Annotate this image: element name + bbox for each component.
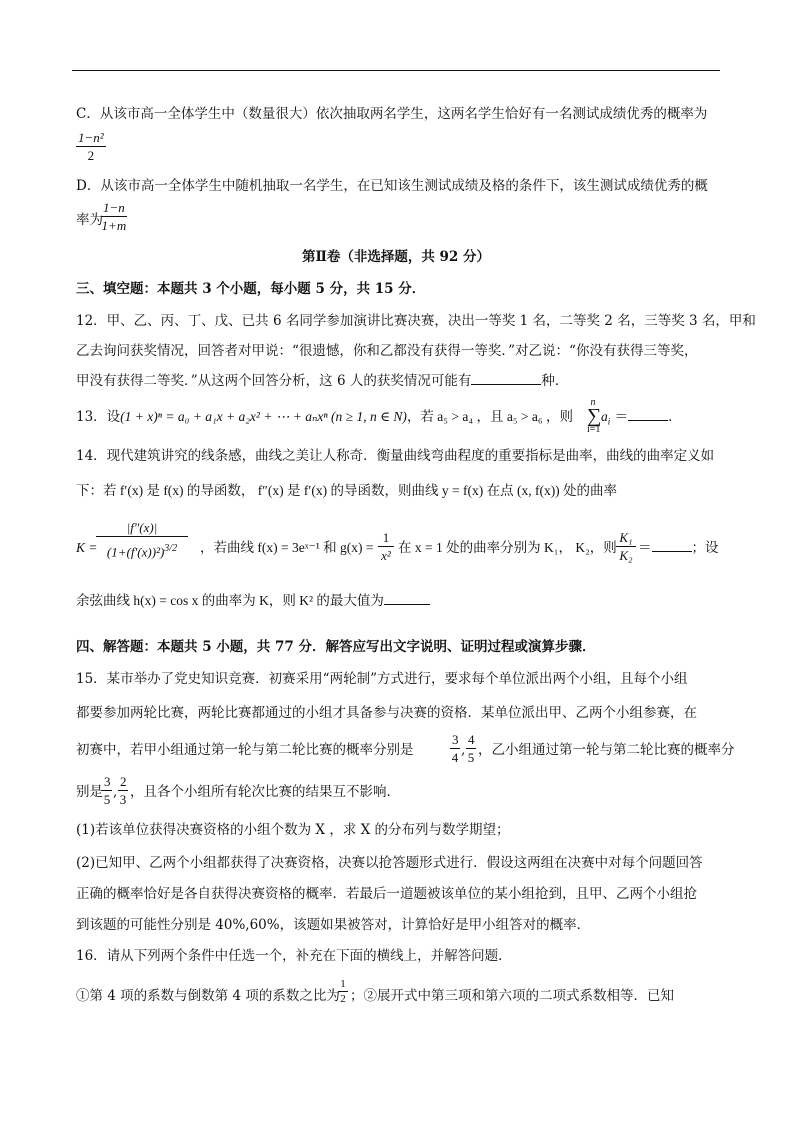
q15-part2-line3: 到该题的可能性分别是 40%,60%，该题如果被答对，计算恰好是甲小组答对的概率． [76, 917, 591, 933]
header-rule [72, 70, 720, 71]
exam-page: C．从该市高一全体学生中（数量很大）依次抽取两名学生，这两名学生恰好有一名测试成绩优秀的概率为 $\frac{\text{1−n²}}{2}$ D．从该市高一全体学生中随机抽取一名学生，在已知该生测试成绩及格的条件下，该生测试成绩优秀的概 率为 $\frac{1-n}{1+m}$ 第Ⅱ卷（非选择题，共 92 分） 三、填空题：本题共 3 个小题，每小题 5 分，共 15 分． 12．甲、乙、丙、丁、戊、已共 6 名同学参加演讲比赛决赛，决出一等奖 1 名，二等奖 2 名，三等奖 3 名，甲和 乙去询问获奖情况，回答者对甲说：“很遗憾，你和乙都没有获得一等奖．”对乙说：“你没有获得三等奖， 甲没有获得二等奖．”从这两个回答分析，这 6 人的获奖情况可能有 种． 13．设(1 + x)ⁿ = a₀ + a₁x + a₂x² + ⋯ + aₙxⁿ (n ≥ 1, n ∈ N)，若 a₅ > a₄ ，且 a₅ > a₆ ，则 n ∑ i=1 $a_i$ ＝ ． 14．现代建筑讲究的线条感，曲线之美让人称奇．衡量曲线弯曲程度的重要指标是曲率，曲线的曲率定义如 下：若 f′(x) 是 f(x) 的导函数， f″(x) 是 f′(x) 的导函数，则曲线 y = f(x) 在点 (x, f(x)) 处的曲率 K = $\frac{|f''(x)|}{(1+(f'(x))^2)^{3/2}}$ ，若曲线 f(x) = 3eˣ⁻¹ 和 g(x) = $\frac{1}{\text{x²}}$ 在 x = 1 处的曲率分别为 K₁， K₂，则 $\frac{\text{K₁}}{\text{K₂}}$ ＝ ；设 余弦曲线 h(x) = cos x 的曲率为 K，则 K² 的最大值为 四、解答题：本题共 5 小题，共 77 分．解答应写出文字说明、证明过程或演算步骤． 15．某市举办了党史知识竞赛．初赛采用“两轮制”方式进行，要求每个单位派出两个小组，且每个小组 都要参加两轮比赛，两轮比赛都通过的小组才具备参与决赛的资格．某单位派出甲、乙两个小组参赛，在 初赛中，若甲小组通过第一轮与第二轮比赛的概率分别是 $\frac{3}{4}$ , $\frac{4}{5}$ ，乙小组通过第一轮与第二轮比赛的概率分 别是 $\frac{3}{5}$ , $\frac{2}{3}$ ，且各个小组所有轮次比赛的结果互不影响． (1)若该单位获得决赛资格的小组个数为 X ，求 X 的分布列与数学期望； (2)已知甲、乙两个小组都获得了决赛资格，决赛以抢答题形式进行．假设这两组在决赛中对每个问题回答 正确的概率恰好是各自获得决赛资格的概率．若最后一道题被该单位的某小组抢到，且甲、乙两个小组抢 到该题的可能性分别是 40%,60%，该题如果被答对，计算恰好是甲小组答对的概率． 16．请从下列两个条件中任选一个，补充在下面的横线上，并解答问题． ①第 4 项的系数与倒数第 4 项的系数之比为 $\frac{1}{2}$ ；②展开式中第三项和第六项的二项式系数相等．已知 [0, 0, 792, 1121]
q14-answer1: ＝ ；设 [638, 540, 719, 555]
q16-frac-half: $\frac{1}{2}$ [338, 978, 348, 1005]
option-d-line1: D．从该市高一全体学生中随机抽取一名学生，在已知该生测试成绩及格的条件下，该生测试成绩优秀的概 [76, 178, 708, 194]
q12-answer-blank[interactable] [471, 371, 541, 385]
q15-frac-2: $\frac{4}{5}$ [467, 732, 475, 765]
q12-line1: 12．甲、乙、丙、丁、戊、已共 6 名同学参加演讲比赛决赛，决出一等奖 1 名，二等奖 2 名，三等奖 3 名，甲和 [76, 313, 756, 329]
q14-answer-blank-1[interactable] [652, 538, 692, 552]
section-4-title: 四、解答题：本题共 5 小题，共 77 分．解答应写出文字说明、证明过程或演算步骤． [76, 639, 596, 655]
q16-line2b: ；②展开式中第三项和第六项的二项式系数相等．已知 [350, 988, 674, 1004]
q14-K-label: K = [76, 540, 98, 555]
q14-curvature-formula: $\frac{|f''(x)|}{(1+(f'(x))^2)^{3/2}}$ [96, 520, 188, 559]
q15-line1: 15．某市举办了党史知识竞赛．初赛采用“两轮制”方式进行，要求每个单位派出两个小组，且每个小组 [76, 671, 688, 687]
q15-line3b: ，乙小组通过第一轮与第二轮比赛的概率分 [478, 742, 735, 758]
q15-line4a: 别是 [76, 784, 103, 800]
option-d-prefix: 率为 [76, 212, 103, 228]
q15-line3a: 初赛中，若甲小组通过第一轮与第二轮比赛的概率分别是 [76, 742, 414, 758]
q14-ratio-fraction: $\frac{\text{K₁}}{\text{K₂}}$ [616, 530, 636, 563]
q15-part1: (1)若该单位获得决赛资格的小组个数为 X ，求 X 的分布列与数学期望； [76, 822, 510, 838]
q16-line1: 16．请从下列两个条件中任选一个，补充在下面的横线上，并解答问题． [76, 948, 512, 964]
q14-g-fraction: $\frac{1}{\text{x²}}$ [378, 530, 394, 563]
q14-mid: ，若曲线 f(x) = 3eˣ⁻¹ 和 g(x) = [200, 540, 374, 555]
q13-sum: n ∑ i=1 [587, 397, 602, 435]
q14-answer-blank-2[interactable] [384, 591, 430, 605]
q13-line: 13．设(1 + x)ⁿ = a₀ + a₁x + a₂x² + ⋯ + aₙxⁿ (n ≥ 1, n ∈ N)，若 a₅ > a₄ ，且 a₅ > a₆ ，则 [76, 409, 573, 425]
part-2-title: 第Ⅱ卷（非选择题，共 92 分） [301, 249, 491, 265]
q15-frac-4: $\frac{2}{3}$ [119, 774, 127, 807]
q15-line2: 都要参加两轮比赛，两轮比赛都通过的小组才具备参与决赛的资格．某单位派出甲、乙两个小组参赛，在 [76, 705, 697, 721]
q15-frac-3: $\frac{3}{5}$ [103, 774, 111, 807]
q13-answer: $a_i$ ＝ ． [601, 409, 682, 427]
q14-line2: 下：若 f′(x) 是 f(x) 的导函数， f″(x) 是 f′(x) 的导函数，则曲线 y = f(x) 在点 (x, f(x)) 处的曲率 [76, 483, 618, 498]
q15-line4b: ，且各个小组所有轮次比赛的结果互不影响． [130, 784, 400, 800]
q16-line2a: ①第 4 项的系数与倒数第 4 项的系数之比为 [76, 988, 340, 1004]
q14-line4: 余弦曲线 h(x) = cos x 的曲率为 K，则 K² 的最大值为 [76, 591, 430, 611]
q13-answer-blank[interactable] [628, 407, 668, 421]
q15-frac-1: $\frac{3}{4}$ [451, 732, 459, 765]
q12-line2: 乙去询问获奖情况，回答者对甲说：“很遗憾，你和乙都没有获得一等奖．”对乙说：“你没有获得三等奖， [76, 343, 698, 359]
q14-line1: 14．现代建筑讲究的线条感，曲线之美让人称奇．衡量曲线弯曲程度的重要指标是曲率，曲线的曲率定义如 [76, 448, 715, 464]
option-d-fraction: $\frac{1-n}{1+m}$ [101, 200, 127, 233]
q14-mid2: 在 x = 1 处的曲率分别为 K₁， K₂，则 [398, 540, 617, 555]
q15-part2-line2: 正确的概率恰好是各自获得决赛资格的概率．若最后一道题被该单位的某小组抢到，且甲、乙两个小组抢 [76, 886, 697, 902]
q15-part2-line1: (2)已知甲、乙两个小组都获得了决赛资格，决赛以抢答题形式进行．假设这两组在决赛中对每个问题回答 [76, 855, 703, 871]
q12-line3: 甲没有获得二等奖．”从这两个回答分析，这 6 人的获奖情况可能有 种． [76, 373, 569, 389]
section-3-title: 三、填空题：本题共 3 个小题，每小题 5 分，共 15 分． [76, 281, 426, 297]
option-c-text: C．从该市高一全体学生中（数量很大）依次抽取两名学生，这两名学生恰好有一名测试成绩优秀的概率为 [76, 106, 708, 122]
option-c-fraction: $\frac{\text{1−n²}}{2}$ [78, 130, 104, 163]
